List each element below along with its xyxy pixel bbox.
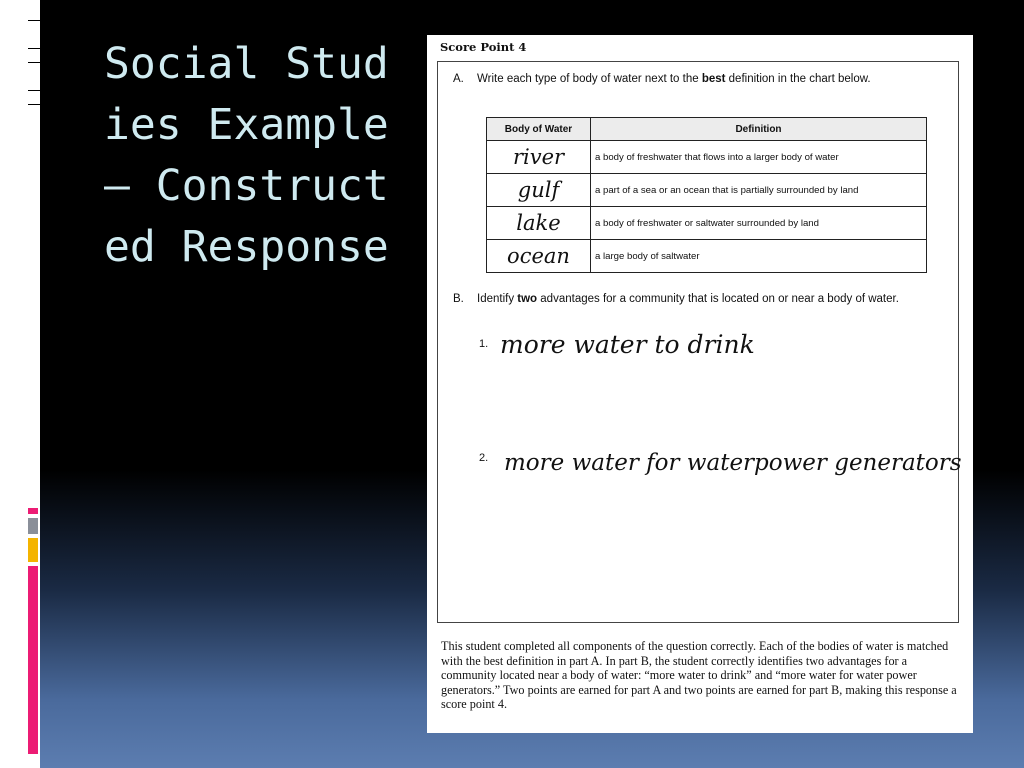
table-row: [487, 141, 927, 174]
table-row: [487, 240, 927, 273]
response-box: [437, 61, 962, 623]
handwritten-answer: gulf: [487, 174, 591, 207]
definition-cell: a part of a sea or an ocean that is partially surrounded by land: [591, 174, 927, 207]
part-a-letter: A.: [453, 73, 464, 85]
part-a-prompt: Write each type of body of water next to the best definition in the chart below.: [477, 73, 871, 85]
top-decoration: [28, 0, 40, 120]
table-row: [487, 174, 927, 207]
definition-cell: a body of freshwater or saltwater surrounded by land: [591, 207, 927, 240]
table-row: [487, 207, 927, 240]
accent-bar-pink-small: [28, 508, 38, 514]
handwritten-answer-2: more water for waterpower generators: [504, 450, 962, 476]
accent-bar-pink: [28, 566, 38, 754]
scoring-explanation: This student completed all components of the question correctly. Each of the bodies of water is matched with the best definition in part A. In part B, the student correctly identifies two advantages for a community located near a body of water: “more water to drink” and “more water for water power generators.” Two points are earned for part A and two points are earned for part B, making this response a score point 4.: [441, 639, 957, 712]
score-point-heading: Score Point 4: [440, 40, 527, 54]
accent-bars: [28, 508, 40, 758]
table-header-definition: Definition: [591, 118, 927, 141]
slide-title: Social Studies Example – Constructed Response: [104, 39, 389, 272]
definition-cell: a body of freshwater that flows into a larger body of water: [591, 141, 927, 174]
handwritten-answer: river: [487, 141, 591, 174]
part-b-letter: B.: [453, 293, 464, 305]
accent-bar-gray: [28, 518, 38, 534]
answer-number: 2.: [479, 452, 489, 464]
part-b-prompt: Identify two advantages for a community that is located on or near a body of water.: [477, 293, 899, 305]
handwritten-answer-1: more water to drink: [500, 330, 755, 359]
handwritten-answer: ocean: [487, 240, 591, 273]
accent-bar-gold: [28, 538, 38, 562]
table-header-body-of-water: Body of Water: [487, 118, 591, 141]
handwritten-answer: lake: [487, 207, 591, 240]
definition-table: [486, 117, 927, 273]
scanned-document: [427, 35, 973, 733]
definition-cell: a large body of saltwater: [591, 240, 927, 273]
answer-number: 1.: [479, 338, 489, 350]
